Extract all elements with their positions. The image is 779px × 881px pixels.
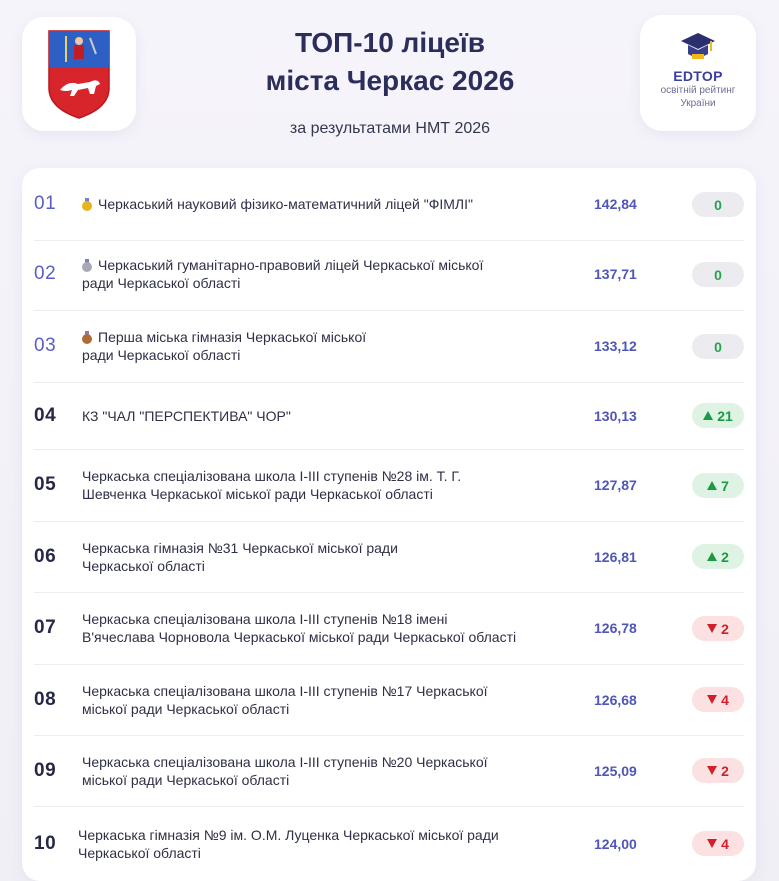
arrow-up-icon: [703, 411, 713, 420]
school-name-line-1: Черкаська спеціалізована школа I-III ступенів №20 Черкаської: [82, 753, 488, 770]
rank-change-badge: [692, 192, 744, 217]
rank-change-value: 2: [721, 548, 729, 565]
school-name-line-2: ради Черкаської області: [82, 347, 241, 363]
nmt-score: 126,81: [594, 548, 637, 565]
page-header: [160, 24, 620, 138]
ranking-table: [22, 168, 756, 881]
rank-change-value: 7: [721, 477, 729, 494]
nmt-score: 127,87: [594, 477, 637, 493]
nmt-score: 126,78: [594, 620, 637, 636]
rank-change-badge: [692, 758, 744, 783]
page-title-line-1: ТОП-10 ліцеїв: [295, 27, 485, 58]
school-name-line-1: Перша міська гімназія Черкаської міської: [98, 329, 367, 345]
table-row: [22, 521, 756, 592]
table-row: [22, 806, 756, 881]
rank-change-badge: [692, 616, 744, 641]
school-name: [82, 735, 582, 806]
school-name-line-1: Черкаська спеціалізована школа I-III ступенів №28 ім. Т. Г.: [82, 468, 462, 484]
school-name-line-2: міської ради Черкаської області: [82, 700, 290, 717]
school-name: [82, 592, 582, 664]
rank-change-value: 4: [721, 835, 729, 852]
school-name: [82, 382, 582, 449]
school-name-line-2: Черкаської області: [82, 557, 205, 574]
nmt-score: 124,00: [594, 835, 637, 852]
school-name-line-1: Черкаська спеціалізована школа I-III ступенів №18 імені: [82, 611, 448, 627]
school-name-line-1: Черкаська гімназія №31 Черкаської міської ради: [82, 539, 398, 556]
bronze-medal-icon: [82, 331, 92, 343]
school-name: [78, 806, 578, 881]
school-name-line-1: КЗ "ЧАЛ "ПЕРСПЕКТИВА" ЧОР": [82, 407, 291, 424]
edtop-logo: [640, 15, 756, 131]
table-row: [22, 664, 756, 735]
school-name-line-2: міської ради Черкаської області: [82, 771, 290, 788]
rank-number: 04: [34, 404, 57, 426]
school-name-line-2: Черкаської області: [78, 844, 201, 861]
school-name: [82, 664, 582, 735]
nmt-score: 142,84: [594, 196, 637, 212]
arrow-down-icon: [707, 624, 717, 633]
table-row: [22, 735, 756, 806]
nmt-score: 125,09: [594, 762, 637, 779]
rank-number: 09: [34, 759, 57, 781]
school-name-line-1: Черкаський гуманітарно-правовий ліцей Черкаської міської: [98, 257, 484, 273]
rank-change-badge: [692, 473, 744, 498]
brand-tagline-line-2: України: [680, 98, 716, 109]
rank-change-value: 2: [721, 762, 729, 779]
gold-medal-icon: [82, 198, 92, 210]
nmt-score: 130,13: [594, 407, 637, 424]
graduation-cap-icon: [680, 32, 716, 62]
rank-change-badge: [692, 403, 744, 428]
arrow-up-icon: [707, 481, 717, 490]
city-coat-of-arms: [22, 17, 136, 131]
rank-number: 05: [34, 474, 57, 495]
rank-change-badge: [692, 334, 744, 359]
school-name-line-2: Шевченка Черкаської міської ради Черкаської області: [82, 486, 433, 502]
table-row: [22, 592, 756, 664]
nmt-score: 137,71: [594, 266, 637, 282]
page-subtitle: за результатами НМТ 2026: [289, 120, 491, 137]
arrow-up-icon: [707, 552, 717, 561]
rank-number: 08: [34, 688, 57, 710]
table-row: [22, 449, 756, 521]
rank-change-value: 4: [721, 691, 729, 708]
brand-tagline-line-1: освітній рейтинг: [660, 85, 736, 96]
school-name: [82, 238, 582, 310]
rank-change-badge: [692, 262, 744, 287]
school-name: [82, 449, 582, 521]
rank-change-value: 0: [714, 266, 722, 283]
page-title-line-2: міста Черкас 2026: [265, 65, 515, 96]
rank-number: 10: [34, 832, 57, 854]
rank-change-value: 0: [714, 196, 722, 213]
table-row: [22, 238, 756, 310]
arrow-down-icon: [707, 766, 717, 775]
nmt-score: 126,68: [594, 691, 637, 708]
rank-change-value: 2: [721, 620, 729, 637]
table-row: [22, 168, 756, 240]
school-name: [82, 168, 582, 240]
arrow-down-icon: [707, 839, 717, 848]
school-name-line-1: Черкаська спеціалізована школа I-III ступенів №17 Черкаської: [82, 682, 488, 699]
school-name-line-2: В'ячеслава Чорновола Черкаської міської ради Черкаської області: [82, 629, 517, 645]
rank-change-value: 21: [717, 407, 733, 424]
table-row: [22, 310, 756, 382]
rank-number: 02: [34, 263, 57, 284]
coat-of-arms-icon: [46, 28, 112, 120]
silver-medal-icon: [82, 259, 92, 271]
arrow-down-icon: [707, 695, 717, 704]
rank-number: 06: [34, 545, 57, 567]
school-name-line-1: Черкаський науковий фізико-математичний ліцей "ФІМЛІ": [98, 196, 473, 212]
school-name: [82, 521, 582, 592]
school-name-line-1: Черкаська гімназія №9 ім. О.М. Луценка Черкаської міської ради: [78, 826, 499, 843]
rank-change-badge: [692, 687, 744, 712]
table-row: [22, 382, 756, 449]
brand-name: EDTOP: [673, 68, 723, 84]
rank-number: 07: [34, 617, 57, 638]
rank-change-value: 0: [714, 338, 722, 355]
school-name-line-2: ради Черкаської області: [82, 275, 241, 291]
rank-change-badge: [692, 544, 744, 569]
school-name: [82, 310, 582, 382]
rank-number: 01: [34, 193, 57, 214]
rank-number: 03: [34, 335, 57, 356]
rank-change-badge: [692, 831, 744, 856]
nmt-score: 133,12: [594, 338, 637, 354]
